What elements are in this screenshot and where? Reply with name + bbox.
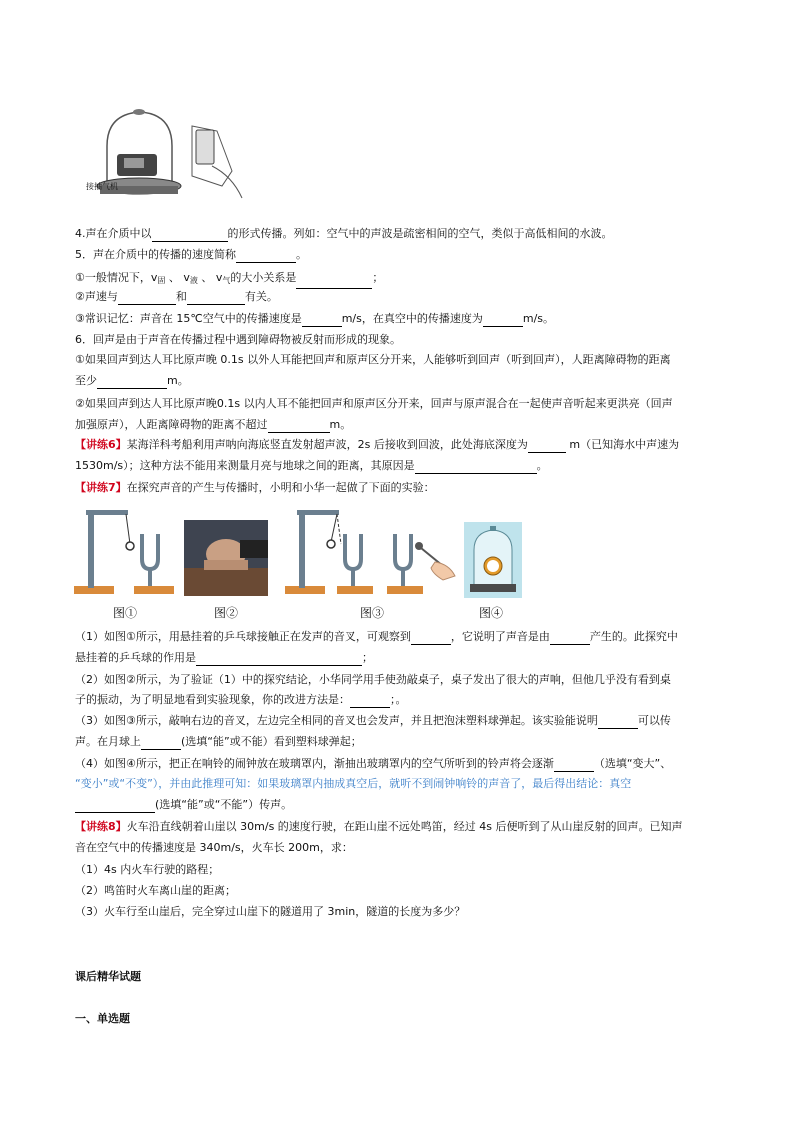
q2-line2: 子的振动，为了明显地看到实验现象，你的改进方法是： ；。 — [75, 693, 407, 706]
figure4-caption: 图④ — [479, 606, 504, 620]
s5-3-blank2[interactable] — [483, 314, 523, 327]
s6-1-line2: 至少 m。 — [75, 374, 189, 387]
figure4-bell-jar-clock — [464, 522, 522, 598]
q2-line: （2）如图②所示，为了验证（1）中的探究结论，小华同学用手使劲敲桌子，桌子发出了很大的声响，但他几乎没有看到桌 — [75, 673, 671, 686]
p6-blank2[interactable] — [415, 461, 537, 474]
s6-1-line: ①如果回声到达人耳比原声晚 0.1s 以外人耳能把回声和原声区分开来，人能够听到回声（听到回声），人距离障碍物的距离 — [75, 353, 671, 366]
s4-blank[interactable] — [152, 229, 228, 242]
s5-line: 5．声在介质中的传播的速度简称 。 — [75, 248, 307, 261]
s5-3-line: ③常识记忆：声音在 15℃空气中的传播速度是 m/s，在真空中的传播速度为 m/s。 — [75, 312, 555, 325]
p6-line2: 1530m/s）；这种方法不能用来测量月亮与地球之间的距离，其原因是 。 — [75, 459, 548, 472]
top-figure-label: 接抽气机 — [86, 182, 118, 191]
s5-3-blank1[interactable] — [302, 314, 342, 327]
section-title: 课后精华试题 — [75, 970, 141, 983]
p8-tag: 【讲练8】 — [75, 820, 127, 833]
p8-q3: （3）火车行至山崖后，完全穿过山崖下的隧道用了 3min，隧道的长度为多少？ — [75, 905, 466, 918]
q4-blank1[interactable] — [554, 759, 594, 772]
p8-line: 【讲练8】火车沿直线朝着山崖以 30m/s 的速度行驶，在距山崖不远处鸣笛，经过 4s 后便听到了从山崖反射的回声。已知声 — [75, 820, 683, 833]
figure2-caption: 图② — [214, 606, 239, 620]
section-subtitle: 一、单选题 — [75, 1012, 130, 1025]
q4-line: （4）如图④所示，把正在响铃的闹钟放在玻璃罩内，渐抽出玻璃罩内的空气所听到的铃声将会逐渐 （选填“变大”、 — [75, 757, 672, 770]
q3-blank2[interactable] — [141, 737, 181, 750]
q1-line2: 悬挂着的乒乓球的作用是 ； — [75, 651, 373, 664]
q3-blank1[interactable] — [598, 716, 638, 729]
p8-line2: 音在空气中的传播速度是 340m/s，火车长 200m，求： — [75, 841, 353, 854]
q4-blank2[interactable] — [75, 800, 155, 813]
p7-line: 【讲练7】在探究声音的产生与传播时，小明和小华一起做了下面的实验： — [75, 481, 435, 494]
s5-1-line: ①一般情况下，$v_固$ 、 $v_液$ 、 $v_气$的大小关系是 ； — [75, 270, 725, 289]
q1-blank3[interactable] — [196, 653, 362, 666]
p6-tag: 【讲练6】 — [75, 438, 127, 451]
figure3-resonance-forks — [283, 504, 459, 596]
q4-line2: “变小”或“不变”），并由此推理可知：如果玻璃罩内抽成真空后，就听不到闹钟响铃的声音了，最后得出结论：真空 — [75, 777, 632, 790]
s4-line: 4.声在介质中以 的形式传播。列如：空气中的声波是疏密相间的空气，类似于高低相间的水波。 — [75, 227, 613, 240]
s5-blank[interactable] — [236, 250, 296, 263]
s5-2-blank1[interactable] — [118, 292, 176, 305]
q2-blank[interactable] — [350, 695, 390, 708]
p7-tag: 【讲练7】 — [75, 481, 127, 494]
p8-q1: （1）4s 内火车行驶的路程； — [75, 863, 220, 876]
figure1-caption: 图① — [113, 606, 138, 620]
figure1-pingpong-fork — [72, 504, 182, 596]
p6-blank1[interactable] — [528, 440, 566, 453]
s5-2-blank2[interactable] — [187, 292, 245, 305]
s6-1-blank[interactable] — [97, 376, 167, 389]
q1-blank2[interactable] — [550, 632, 590, 645]
q1-blank1[interactable] — [411, 632, 451, 645]
q3-line: （3）如图③所示，敲响右边的音叉，左边完全相同的音叉也会发声，并且把泡沫塑料球弹起。该实验能说明 可以传 — [75, 714, 671, 727]
figure2-fist-table — [184, 520, 268, 596]
s6-line: 6．回声是由于声音在传播过程中遇到障碍物被反射而形成的现象。 — [75, 333, 401, 346]
q3-line2: 声。在月球上 (选填“能”或不能）看到塑料球弹起； — [75, 735, 362, 748]
p6-line: 【讲练6】某海洋科考船利用声呐向海底竖直发射超声波，2s 后接收到回波，此处海底深度为 m（已知海水中声速为 — [75, 438, 680, 451]
q4-line3: (选填“能”或“不能”）传声。 — [75, 797, 725, 813]
s5-1-blank[interactable] — [296, 276, 372, 289]
q1-line: （1）如图①所示，用悬挂着的乒乓球接触正在发声的音叉，可观察到 ，它说明了声音是由 产生的。此探究中 — [75, 630, 678, 643]
s6-2-blank[interactable] — [268, 420, 330, 433]
figure3-caption: 图③ — [360, 606, 385, 620]
s5-2-line: ②声速与 和 有关。 — [75, 290, 278, 303]
s6-2-line2: 加强原声），人距离障碍物的距离不超过 m。 — [75, 418, 352, 431]
p8-q2: （2）鸣笛时火车离山崖的距离； — [75, 884, 236, 897]
s6-2-line: ②如果回声到达人耳比原声晚0.1s 以内人耳不能把回声和原声区分开来，回声与原声混合在一起使声音听起来更洪亮（回声 — [75, 397, 673, 410]
